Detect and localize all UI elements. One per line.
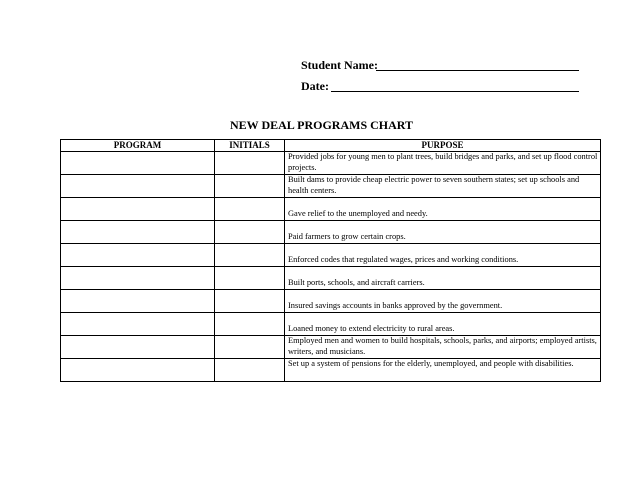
program-cell[interactable] bbox=[61, 313, 215, 336]
purpose-cell: Paid farmers to grow certain crops. bbox=[285, 221, 601, 244]
column-header-program: PROGRAM bbox=[61, 140, 215, 152]
table-row bbox=[61, 152, 601, 175]
new-deal-programs-table bbox=[60, 139, 601, 382]
program-cell[interactable] bbox=[61, 175, 215, 198]
student-name-label: Student Name: bbox=[301, 58, 378, 72]
date-field[interactable] bbox=[331, 91, 579, 92]
purpose-cell: Set up a system of pensions for the elderly, unemployed, and people with disabilities. bbox=[285, 359, 601, 382]
purpose-cell: Built ports, schools, and aircraft carriers. bbox=[285, 267, 601, 290]
program-cell[interactable] bbox=[61, 359, 215, 382]
purpose-cell: Gave relief to the unemployed and needy. bbox=[285, 198, 601, 221]
purpose-cell: Employed men and women to build hospitals, schools, parks, and airports; employed artists, writers, and musicians. bbox=[285, 336, 601, 359]
initials-cell[interactable] bbox=[215, 313, 285, 336]
student-name-field[interactable] bbox=[376, 70, 579, 71]
column-header-purpose: PURPOSE bbox=[285, 140, 601, 152]
program-cell[interactable] bbox=[61, 290, 215, 313]
table-row bbox=[61, 359, 601, 382]
table-header-row bbox=[61, 140, 601, 152]
table-row bbox=[61, 175, 601, 198]
initials-cell[interactable] bbox=[215, 267, 285, 290]
initials-cell[interactable] bbox=[215, 336, 285, 359]
table-row bbox=[61, 267, 601, 290]
program-cell[interactable] bbox=[61, 221, 215, 244]
program-cell[interactable] bbox=[61, 198, 215, 221]
initials-cell[interactable] bbox=[215, 221, 285, 244]
initials-cell[interactable] bbox=[215, 152, 285, 175]
program-cell[interactable] bbox=[61, 267, 215, 290]
date-label: Date: bbox=[301, 79, 329, 93]
column-header-initials: INITIALS bbox=[215, 140, 285, 152]
purpose-cell: Insured savings accounts in banks approved by the government. bbox=[285, 290, 601, 313]
initials-cell[interactable] bbox=[215, 359, 285, 382]
table-row bbox=[61, 290, 601, 313]
program-cell[interactable] bbox=[61, 152, 215, 175]
initials-cell[interactable] bbox=[215, 175, 285, 198]
initials-cell[interactable] bbox=[215, 244, 285, 267]
program-cell[interactable] bbox=[61, 336, 215, 359]
purpose-cell: Built dams to provide cheap electric power to seven southern states; set up schools and health centers. bbox=[285, 175, 601, 198]
program-cell[interactable] bbox=[61, 244, 215, 267]
chart-title: NEW DEAL PROGRAMS CHART bbox=[230, 118, 414, 132]
purpose-cell: Provided jobs for young men to plant trees, build bridges and parks, and set up flood control projects. bbox=[285, 152, 601, 175]
purpose-cell: Enforced codes that regulated wages, prices and working conditions. bbox=[285, 244, 601, 267]
table-row bbox=[61, 336, 601, 359]
purpose-cell: Loaned money to extend electricity to rural areas. bbox=[285, 313, 601, 336]
initials-cell[interactable] bbox=[215, 198, 285, 221]
table-row bbox=[61, 244, 601, 267]
table-row bbox=[61, 313, 601, 336]
table-row bbox=[61, 221, 601, 244]
table-row bbox=[61, 198, 601, 221]
initials-cell[interactable] bbox=[215, 290, 285, 313]
